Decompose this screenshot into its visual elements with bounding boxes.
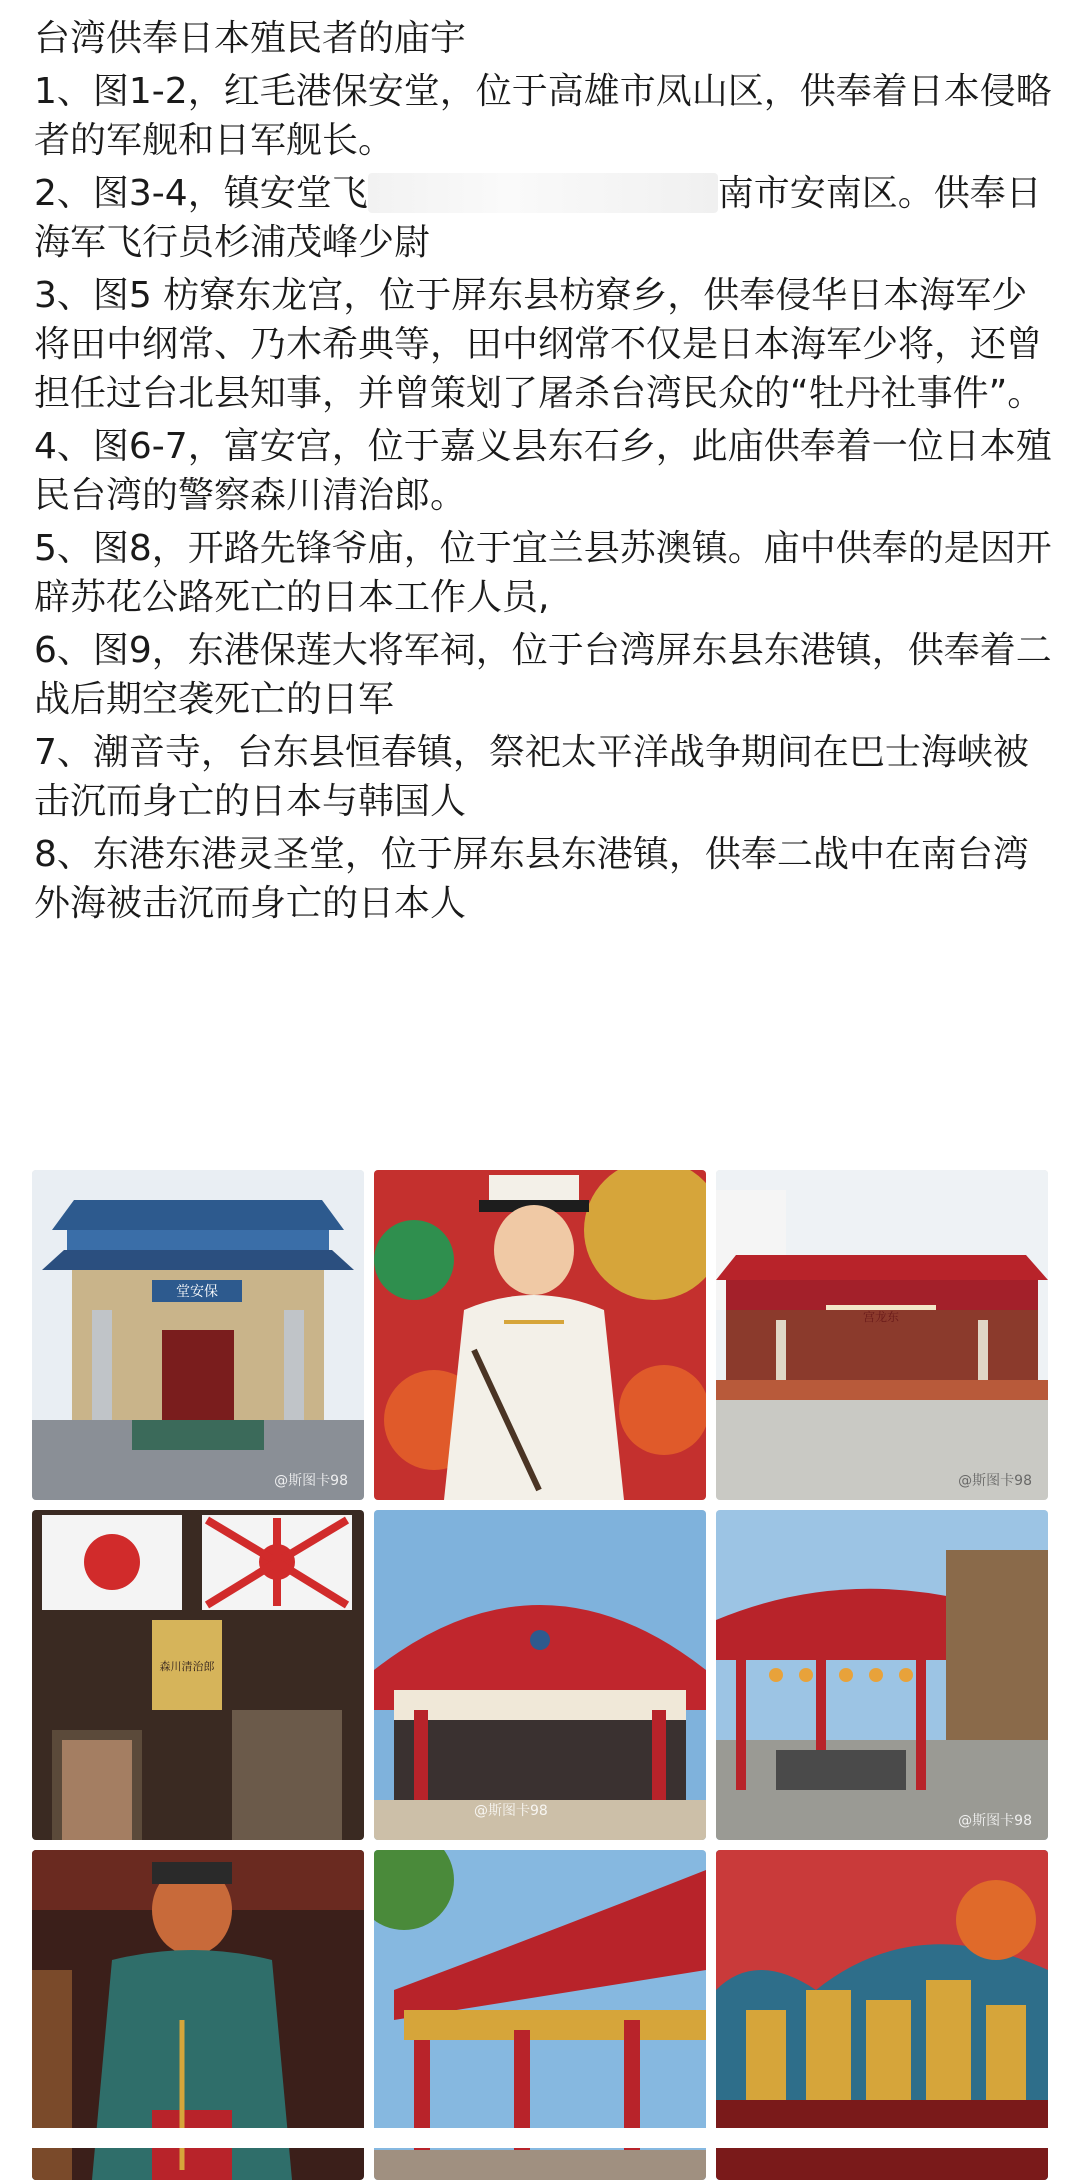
post-item-7: 7、潮音寺，台东县恒春镇，祭祀太平洋战争期间在巴士海峡被击沉而身亡的日本与韩国人 — [34, 732, 1029, 822]
image-temple-baoan[interactable] — [32, 1170, 364, 1500]
image-temple-pavilion[interactable] — [716, 1510, 1048, 1840]
post-text — [34, 14, 1054, 932]
post-item-3: 3、图5 枋寮东龙宫，位于屏东县枋寮乡，供奉侵华日本海军少将田中纲常、乃木希典等，田中纲常不仅是日本海军少将，还曾担任过台北县知事，并曾策划了屠杀台湾民众的“牡丹社事件”。 — [34, 275, 1044, 414]
watermark-4: @斯图卡98 — [958, 1813, 1032, 1829]
bottom-spacer — [0, 2128, 1080, 2148]
image-flags-altar[interactable] — [32, 1510, 364, 1840]
redacted-region — [368, 173, 718, 213]
watermark-3: @斯图卡98 — [474, 1803, 548, 1819]
post-item-2: 2、图3-4，镇安堂飞 南市安南区。供奉日海军飞行员杉浦茂峰少尉 — [34, 173, 1042, 263]
temple-sign-text-2: 宫龙东 — [862, 1310, 900, 1324]
image-temple-donglong[interactable] — [716, 1170, 1048, 1500]
watermark-2: @斯图卡98 — [958, 1473, 1032, 1489]
temple-sign-text: 堂安保 — [176, 1284, 218, 1300]
post-title: 台湾供奉日本殖民者的庙宇 — [34, 18, 467, 59]
watermark: @斯图卡98 — [274, 1473, 348, 1489]
plaque-text: 森川清治郎 — [159, 1660, 215, 1673]
image-grid — [32, 1170, 1048, 2138]
post-item-8: 8、东港东港灵圣堂，位于屏东县东港镇，供奉二战中在南台湾外海被击沉而身亡的日本人 — [34, 834, 1029, 924]
image-temple-fuan[interactable] — [374, 1510, 706, 1840]
image-statue-captain[interactable] — [374, 1170, 706, 1500]
post-item-1: 1、图1-2，红毛港保安堂，位于高雄市凤山区，供奉着日本侵略者的军舰和日军舰长。 — [34, 71, 1052, 161]
post-item-4: 4、图6-7，富安宫，位于嘉义县东石乡，此庙供奉着一位日本殖民台湾的警察森川清治郎。 — [34, 426, 1052, 516]
post-item-6: 6、图9，东港保莲大将军祠，位于台湾屏东县东港镇，供奉着二战后期空袭死亡的日军 — [34, 630, 1052, 720]
post-item-5: 5、图8，开路先锋爷庙，位于宜兰县苏澳镇。庙中供奉的是因开辟苏花公路死亡的日本工作人员, — [34, 528, 1052, 618]
